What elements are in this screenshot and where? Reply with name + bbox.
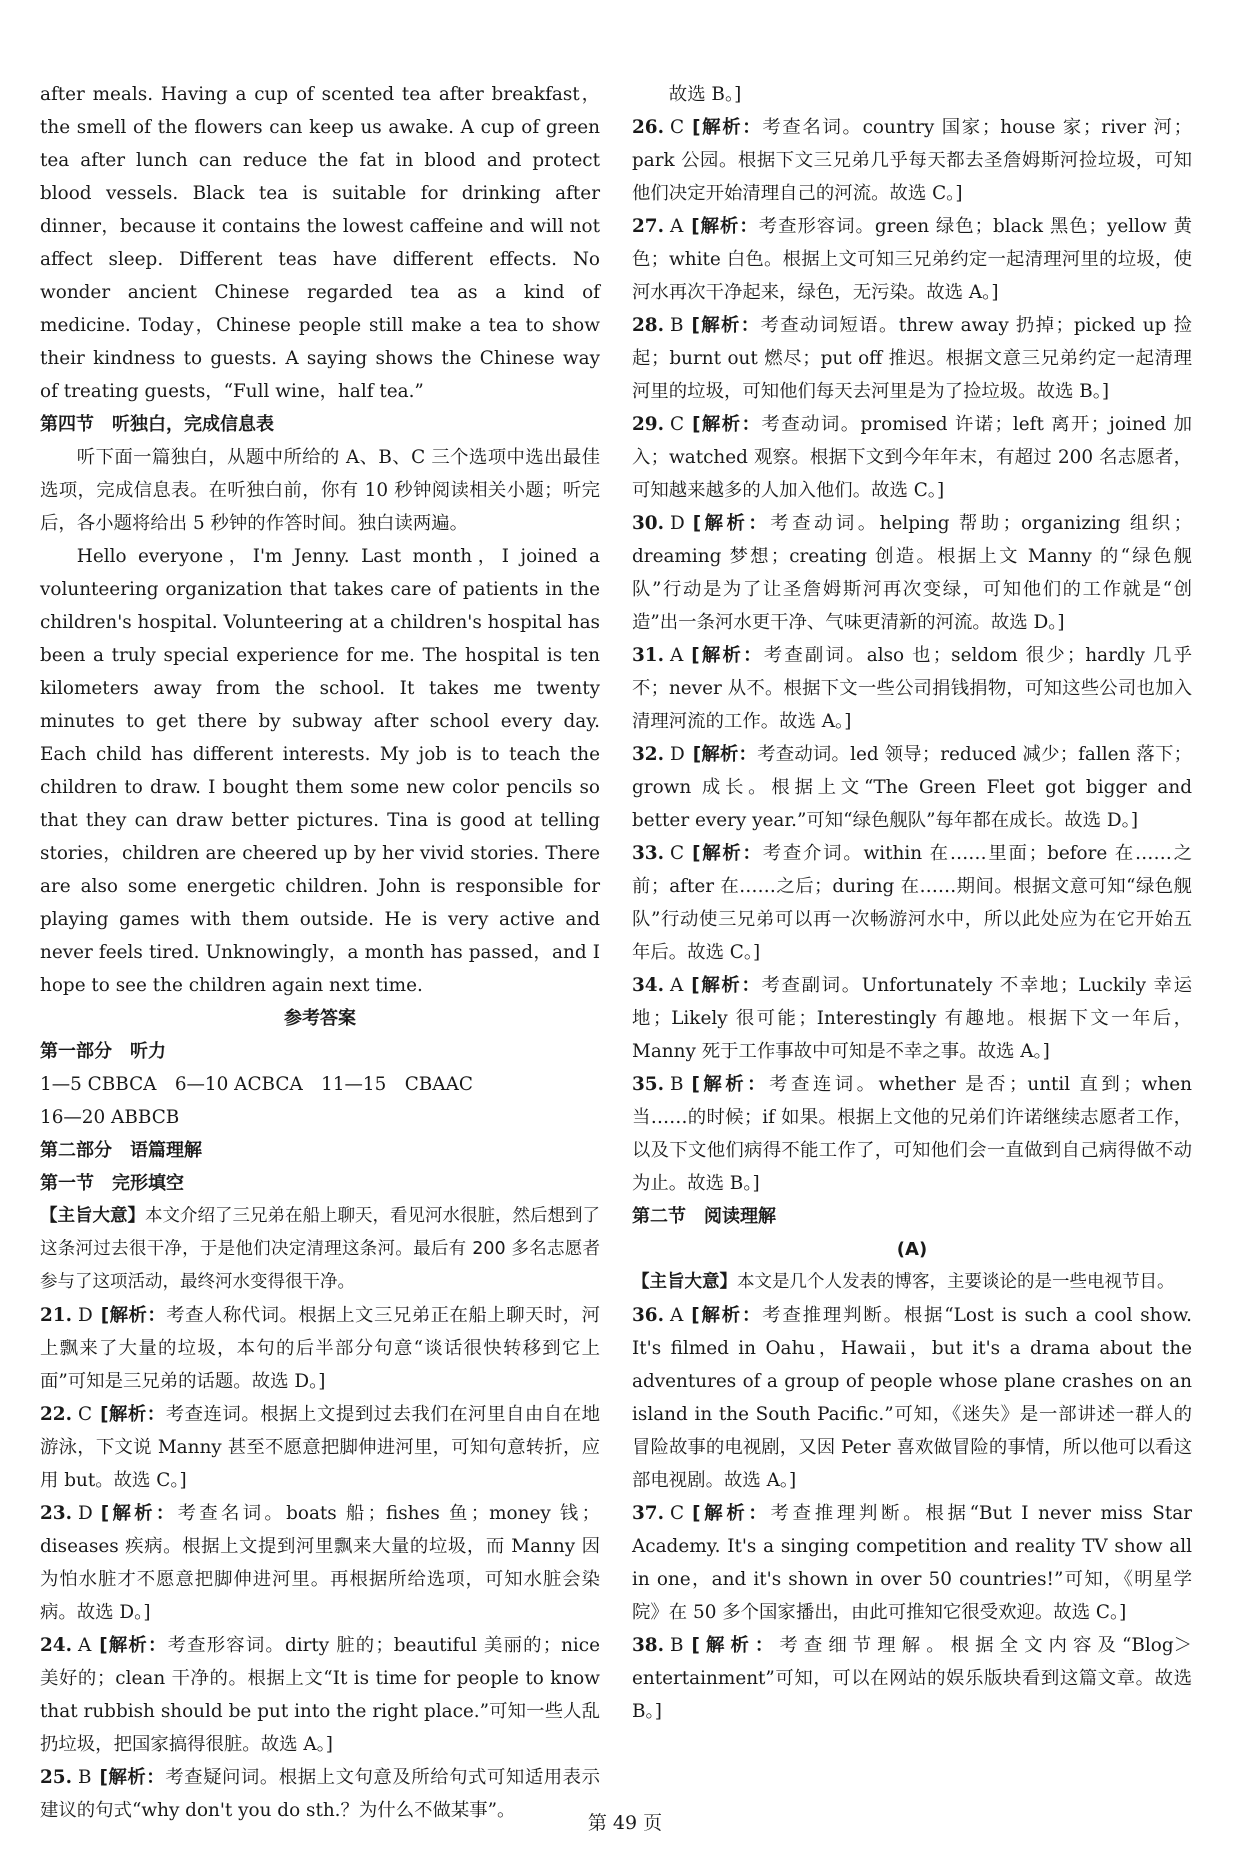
item-label: [解析： [692, 513, 771, 534]
cloze-item [632, 111, 1192, 210]
item-answer: C [78, 1404, 93, 1425]
right-column [632, 78, 1192, 1728]
item-explanation: 考查疑问词。根据上文句意及所给句式可知适用表示建议的句式“why don't you do sth.？为什么不做某事”。 [40, 1767, 600, 1821]
cloze-item [632, 639, 1192, 738]
item-answer: A [670, 645, 684, 666]
cloze-item [632, 210, 1192, 309]
item-number: 34. [632, 975, 664, 996]
reading-item [632, 1299, 1192, 1497]
part2-title: 第二部分 语篇理解 [40, 1140, 202, 1161]
item-explanation: 考查动词短语。threw away 扔掉；picked up 捡起；burnt out 燃尽；put off 推迟。根据文意三兄弟约定一起清理河里的垃圾，可知他们每天去河里是为了捡垃圾。故选 B。] [632, 315, 1193, 402]
item-label: [解析： [692, 1503, 771, 1524]
section1-title: 第一节 完形填空 [40, 1173, 184, 1194]
item-label: [解析： [692, 414, 762, 435]
cloze-summary [40, 1200, 600, 1299]
cloze-item [632, 1068, 1192, 1200]
part1-title: 第一部分 听力 [40, 1041, 166, 1062]
item-label: [解析： [692, 117, 763, 138]
item-number: 26. [632, 117, 664, 138]
item-label: [解析： [691, 645, 764, 666]
tea-passage-ending: after meals. Having a cup of scented tea after breakfast，the smell of the flowers can keep us awake. A cup of green tea after lunch can reduce the fat in blood and protect blood vessels. Black tea is suitable for drinking after dinner，because it contains the lowest caffeine and will not affect sleep. Different teas have different effects. No wonder ancient Chinese regarded tea as a kind of medicine. Today，Chinese people still make a tea to show their kindness to guests. A saying shows the Chinese way of treating guests，“Full wine，half tea.” [40, 84, 600, 402]
item-explanation: 考查动词。led 领导；reduced 减少；fallen 落下；grown 成长。根据上文“The Green Fleet got bigger and better every year.”可知“绿色舰队”每年都在成长。故选 D。] [632, 744, 1193, 831]
item-answer: D [78, 1503, 93, 1524]
item-answer: A [670, 1305, 684, 1326]
item-number: 25. [40, 1767, 72, 1788]
cloze-item [632, 738, 1192, 837]
item-explanation: 考查形容词。dirty 脏的；beautiful 美丽的；nice 美好的；clean 干净的。根据上文“It is time for people to know that rubbish should be put into the right place.”可知一些人乱扔垃圾，把国家搞得很脏。故选 A。] [40, 1635, 600, 1755]
item-number: 35. [632, 1074, 664, 1095]
item-number: 27. [632, 216, 664, 237]
item-number: 21. [40, 1305, 72, 1326]
item-label: [解析： [100, 1305, 167, 1326]
item-explanation: 考查副词。also 也；seldom 很少；hardly 几乎不；never 从不。根据下文一些公司捐钱捐物，可知这些公司也加入清理河流的工作。故选 A。] [632, 645, 1192, 732]
item-explanation: 考查副词。Unfortunately 不幸地；Luckily 幸运地；Likely 很可能；Interestingly 有趣地。根据下文一年后，Manny 死于工作事故中可知是不幸之事。故选 A。] [632, 975, 1192, 1062]
summary-text: 本文介绍了三兄弟在船上聊天，看见河水很脏，然后想到了这条河过去很干净，于是他们决定清理这条河。最后有 200 多名志愿者参与了这项活动，最终河水变得很干净。 [40, 1206, 600, 1292]
item-answer: D [78, 1305, 93, 1326]
item-label: [解析： [692, 744, 758, 765]
cloze-item [632, 507, 1192, 639]
item-answer: D [670, 513, 685, 534]
item-answer: B [670, 1074, 684, 1095]
cloze-item [632, 408, 1192, 507]
item-number: 38. [632, 1635, 664, 1656]
cloze-item [632, 837, 1192, 969]
summary-text: 本文是几个人发表的博客，主要谈论的是一些电视节目。 [737, 1272, 1175, 1292]
cloze-item [40, 1398, 600, 1497]
item-number: 37. [632, 1503, 664, 1524]
item-explanation: 考查介词。within 在……里面；before 在……之前；after 在……之后；during 在……期间。根据文意可知“绿色舰队”行动使三兄弟可以再一次畅游河水中，所以此处应为在它开始五年后。故选 C。] [632, 843, 1192, 963]
item-number: 31. [632, 645, 664, 666]
item-explanation: 考查动词。helping 帮助；organizing 组织；dreaming 梦想；creating 创造。根据上文 Manny 的“绿色舰队”行动是为了让圣詹姆斯河再次变绿，可知他们的工作就是“创造”出一条河水更干净、气味更清新的河流。故选 D。] [632, 513, 1193, 633]
item-answer: D [670, 744, 685, 765]
item-label: [解析： [691, 1305, 763, 1326]
item-number: 30. [632, 513, 664, 534]
left-column [40, 78, 600, 1827]
item-number: 29. [632, 414, 664, 435]
passage-a-title: (A) [896, 1239, 928, 1260]
item-explanation: 考查形容词。green 绿色；black 黑色；yellow 黄色；white 白色。根据上文可知三兄弟约定一起清理河里的垃圾，使河水再次干净起来，绿色，无污染。故选 A。] [632, 216, 1192, 303]
item-label: [解析： [100, 1503, 178, 1524]
section2-title: 第二节 阅读理解 [632, 1206, 776, 1227]
item-label: [解析： [691, 315, 761, 336]
item-explanation: 考查推理判断。根据“But I never miss Star Academy. It's a singing competition and reality TV show all in one，and it's shown in over 50 countries!”可知，《明星学院》在 50 多个国家播出，由此可推知它很受欢迎。故选 C。] [632, 1503, 1192, 1623]
summary-tag: 【主旨大意】 [40, 1206, 145, 1226]
reading-item [632, 1629, 1192, 1728]
item-answer: C [670, 414, 685, 435]
item-answer: B [670, 315, 684, 336]
item-label: [解析： [691, 1635, 780, 1656]
cloze-item [632, 969, 1192, 1068]
item-answer: A [670, 216, 684, 237]
reading-item [632, 1497, 1192, 1629]
item-number: 33. [632, 843, 664, 864]
cloze-item [40, 1629, 600, 1761]
item-explanation: 考查细节理解。根据全文内容及“Blog＞entertainment”可知，可以在网站的娱乐版块看到这篇文章。故选 B。] [632, 1635, 1192, 1722]
item-explanation: 考查人称代词。根据上文三兄弟正在船上聊天时，河上飘来了大量的垃圾，本句的后半部分句意“谈话很快转移到它上面”可知是三兄弟的话题。故选 D。] [40, 1305, 600, 1392]
item-answer: A [78, 1635, 92, 1656]
item-label: [解析： [691, 975, 762, 996]
item-explanation: 考查连词。whether 是否；until 直到；when 当……的时候；if 如果。根据上文他的兄弟们许诺继续志愿者工作，以及下文他们病得不能工作了，可知他们会一直做到自己病得做不动为止。故选 B。] [632, 1074, 1192, 1194]
reading-summary [632, 1266, 1192, 1299]
cloze-item [40, 1299, 600, 1398]
item-label: [解析： [692, 843, 763, 864]
item-label: [解析： [99, 1635, 168, 1656]
cloze-item [632, 309, 1192, 408]
item-answer: B [670, 1635, 684, 1656]
item-explanation: 考查名词。country 国家；house 家；river 河；park 公园。根据下文三兄弟几乎每天都去圣詹姆斯河捡垃圾，可知他们决定开始清理自己的河流。故选 C。] [632, 117, 1192, 204]
item25-continuation: 故选 B。] [668, 84, 742, 105]
item-answer: B [78, 1767, 92, 1788]
item-answer: C [670, 117, 685, 138]
item-explanation: 考查名词。boats 船；fishes 鱼；money 钱；diseases 疾病。根据上文提到河里飘来大量的垃圾，而 Manny 因为怕水脏才不愿意把脚伸进河里。再根据所给选项，可知水脏会染病。故选 D。] [40, 1503, 600, 1623]
item-label: [解析： [100, 1404, 166, 1425]
item-answer: C [670, 1503, 685, 1524]
monologue-text: Hello everyone，I'm Jenny. Last month，I joined a volunteering organization that takes care of patients in the children's hospital. Volunteering at a children's hospital has been a truly special experience for me. The hospital is ten kilometers away from the school. It takes me twenty minutes to get there by subway after school every day. Each child has different interests. My job is to teach the children to draw. I bought them some new color pencils so that they can draw better pictures. Tina is good at telling stories，children are cheered up by her vivid stories. There are also some energetic children. John is responsible for playing games with them outside. He is very active and never feels tired. Unknowingly，a month has passed，and I hope to see the children again next time. [40, 546, 600, 996]
item-answer: C [670, 843, 685, 864]
item-label: [解析： [691, 1074, 770, 1095]
listening-answers-line1: 1—5 CBBCA 6—10 ACBCA 11—15 CBAAC [40, 1074, 473, 1095]
item-explanation: 考查动词。promised 许诺；left 离开；joined 加入；watched 观察。根据下文到今年年末，有超过 200 名志愿者，可知越来越多的人加入他们。故选 C。] [632, 414, 1192, 501]
summary-tag: 【主旨大意】 [632, 1272, 737, 1292]
item-number: 28. [632, 315, 664, 336]
item-number: 24. [40, 1635, 72, 1656]
item-label: [解析： [99, 1767, 166, 1788]
item-number: 23. [40, 1503, 72, 1524]
item-number: 36. [632, 1305, 664, 1326]
item-answer: A [670, 975, 684, 996]
section4-instructions: 听下面一篇独白，从题中所给的 A、B、C 三个选项中选出最佳选项，完成信息表。在听独白前，你有 10 秒钟阅读相关小题；听完后，各小题将给出 5 秒钟的作答时间。独白读两遍。 [40, 447, 600, 534]
item-explanation: 考查连词。根据上文提到过去我们在河里自由自在地游泳，下文说 Manny 甚至不愿意把脚伸进河里，可知句意转折，应用 but。故选 C。] [40, 1404, 600, 1491]
answers-title: 参考答案 [284, 1008, 356, 1029]
item-label: [解析： [691, 216, 759, 237]
item-number: 22. [40, 1404, 72, 1425]
cloze-item [40, 1497, 600, 1629]
section4-title: 第四节 听独白，完成信息表 [40, 414, 274, 435]
item-explanation: 考查推理判断。根据“Lost is such a cool show. It's filmed in Oahu，Hawaii，but it's a drama about the adventures of a group of people whose plane crashes on an island in the South Pacific.”可知，《迷失》是一部讲述一群人的冒险故事的电视剧，又因 Peter 喜欢做冒险的事情，所以他可以看这部电视剧。故选 A。] [632, 1305, 1193, 1491]
item-number: 32. [632, 744, 664, 765]
listening-answers-line2: 16—20 ABBCB [40, 1107, 180, 1128]
page-number: 第 49 页 [587, 1812, 663, 1834]
